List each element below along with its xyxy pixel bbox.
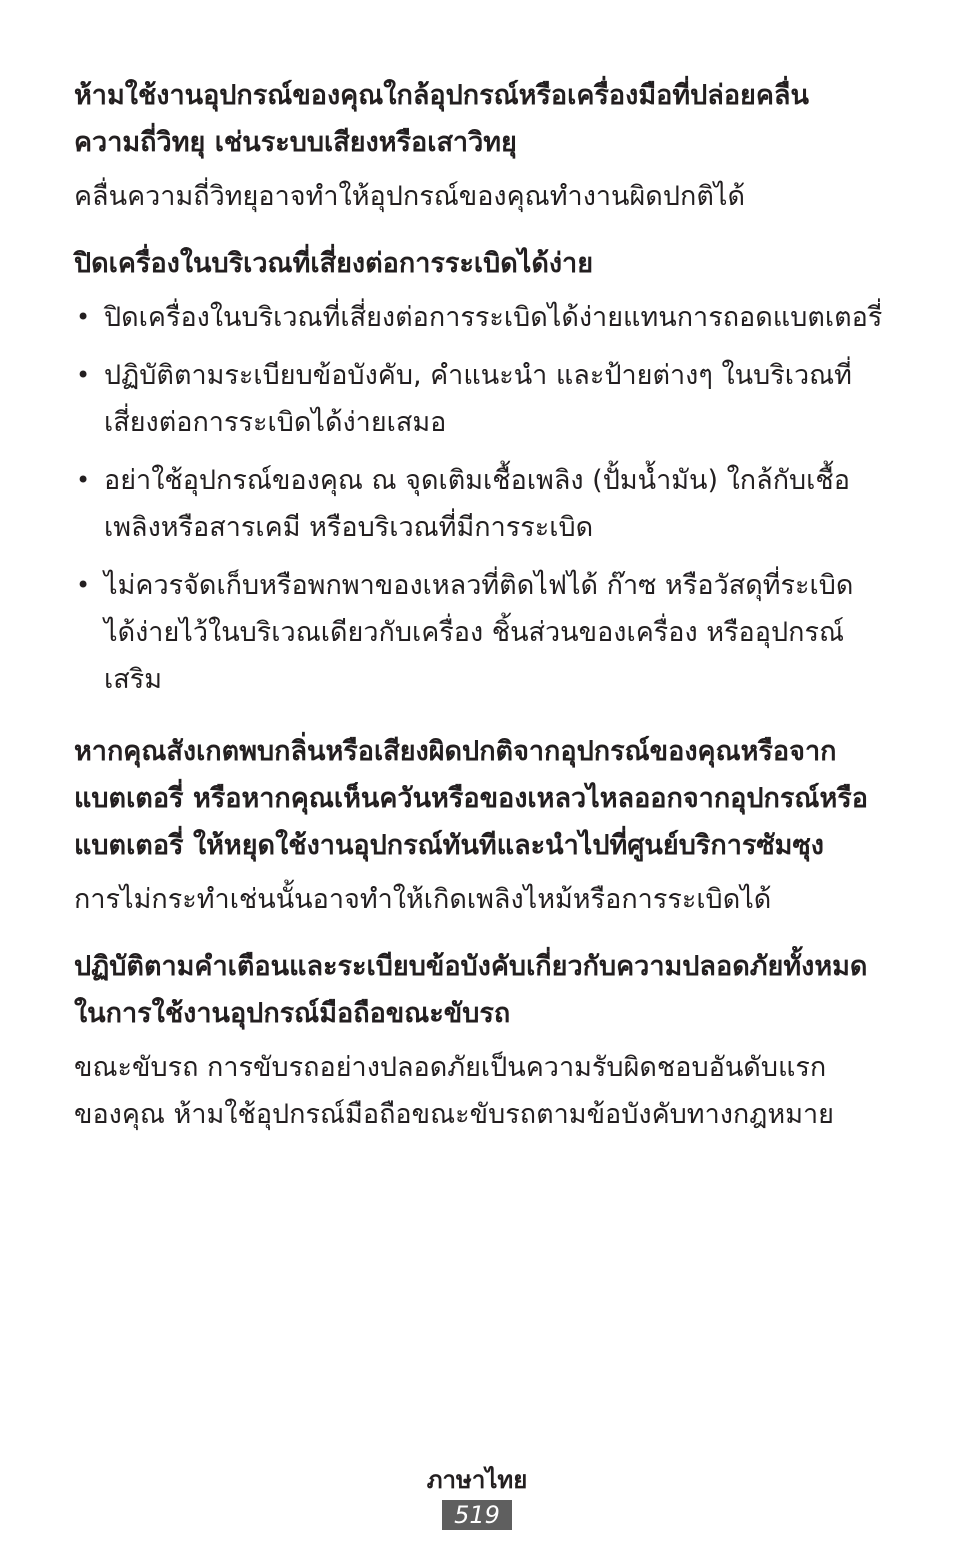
section-heading	[74, 943, 884, 1037]
list-item-line: เสี่ยงต่อการระเบิดได้ง่ายเสมอ	[104, 407, 447, 438]
list-item	[74, 294, 884, 341]
page-number: 519	[442, 1500, 512, 1530]
heading-line: ความถี่วิทยุ เช่นระบบเสียงหรือเสาวิทยุ	[74, 127, 517, 158]
section-heading	[74, 728, 884, 869]
heading-line: ห้ามใช้งานอุปกรณ์ของคุณใกล้อุปกรณ์หรือเครื่องมือที่ปล่อยคลื่น	[74, 80, 809, 111]
list-item-line: อย่าใช้อุปกรณ์ของคุณ ณ จุดเติมเชื้อเพลิง (ปั้มน้ำมัน) ใกล้กับเชื้อ	[104, 465, 850, 496]
list-item-line: ได้ง่ายไว้ในบริเวณเดียวกับเครื่อง ชิ้นส่วนของเครื่อง หรืออุปกรณ์	[104, 617, 845, 648]
list-item	[74, 562, 884, 703]
bullet-icon: •	[76, 303, 91, 331]
manual-content	[74, 72, 884, 1138]
list-item	[74, 352, 884, 446]
bullet-icon: •	[76, 466, 91, 494]
bullet-icon: •	[76, 361, 91, 389]
section-body	[74, 1044, 884, 1138]
body-line: ขณะขับรถ การขับรถอย่างปลอดภัยเป็นความรับผิดชอบอันดับแรก	[74, 1052, 827, 1083]
section-heading: ปิดเครื่องในบริเวณที่เสี่ยงต่อการระเบิดได้ง่าย	[74, 248, 594, 279]
list-item-line: เสริม	[104, 664, 163, 695]
heading-line: แบตเตอรี่ หรือหากคุณเห็นควันหรือของเหลวไหลออกจากอุปกรณ์หรือ	[74, 783, 868, 814]
body-line: ของคุณ ห้ามใช้อุปกรณ์มือถือขณะขับรถตามข้อบังคับทางกฎหมาย	[74, 1099, 834, 1130]
section-explosive-areas	[74, 240, 884, 703]
section-radio-interference	[74, 72, 884, 220]
heading-line: ในการใช้งานอุปกรณ์มือถือขณะขับรถ	[74, 998, 511, 1029]
heading-line: หากคุณสังเกตพบกลิ่นหรือเสียงผิดปกติจากอุปกรณ์ของคุณหรือจาก	[74, 736, 837, 767]
page-footer	[0, 1462, 954, 1530]
list-item	[74, 457, 884, 551]
heading-line: ปฏิบัติตามคำเตือนและระเบียบข้อบังคับเกี่ยวกับความปลอดภัยทั้งหมด	[74, 951, 868, 982]
list-item-line: เพลิงหรือสารเคมี หรือบริเวณที่มีการระเบิด	[104, 512, 594, 543]
section-body: คลื่นความถี่วิทยุอาจทำให้อุปกรณ์ของคุณทำงานผิดปกติได้	[74, 181, 745, 212]
section-abnormal-smell-sound	[74, 728, 884, 923]
heading-line: แบตเตอรี่ ให้หยุดใช้งานอุปกรณ์ทันทีและนำไปที่ศูนย์บริการซัมซุง	[74, 830, 824, 861]
section-driving-safety	[74, 943, 884, 1138]
section-body: การไม่กระทำเช่นนั้นอาจทำให้เกิดเพลิงไหม้หรือการระเบิดได้	[74, 884, 772, 915]
section-heading	[74, 72, 884, 166]
footer-language: ภาษาไทย	[426, 1466, 528, 1494]
list-item-line: ไม่ควรจัดเก็บหรือพกพาของเหลวที่ติดไฟได้ ก๊าซ หรือวัสดุที่ระเบิด	[104, 570, 854, 601]
bullet-icon: •	[76, 571, 91, 599]
bullet-list	[74, 294, 884, 703]
list-item-line: ปิดเครื่องในบริเวณที่เสี่ยงต่อการระเบิดได้ง่ายแทนการถอดแบตเตอรี่	[104, 302, 883, 333]
list-item-line: ปฏิบัติตามระเบียบข้อบังคับ, คำแนะนำ และป้ายต่างๆ ในบริเวณที่	[104, 360, 852, 391]
